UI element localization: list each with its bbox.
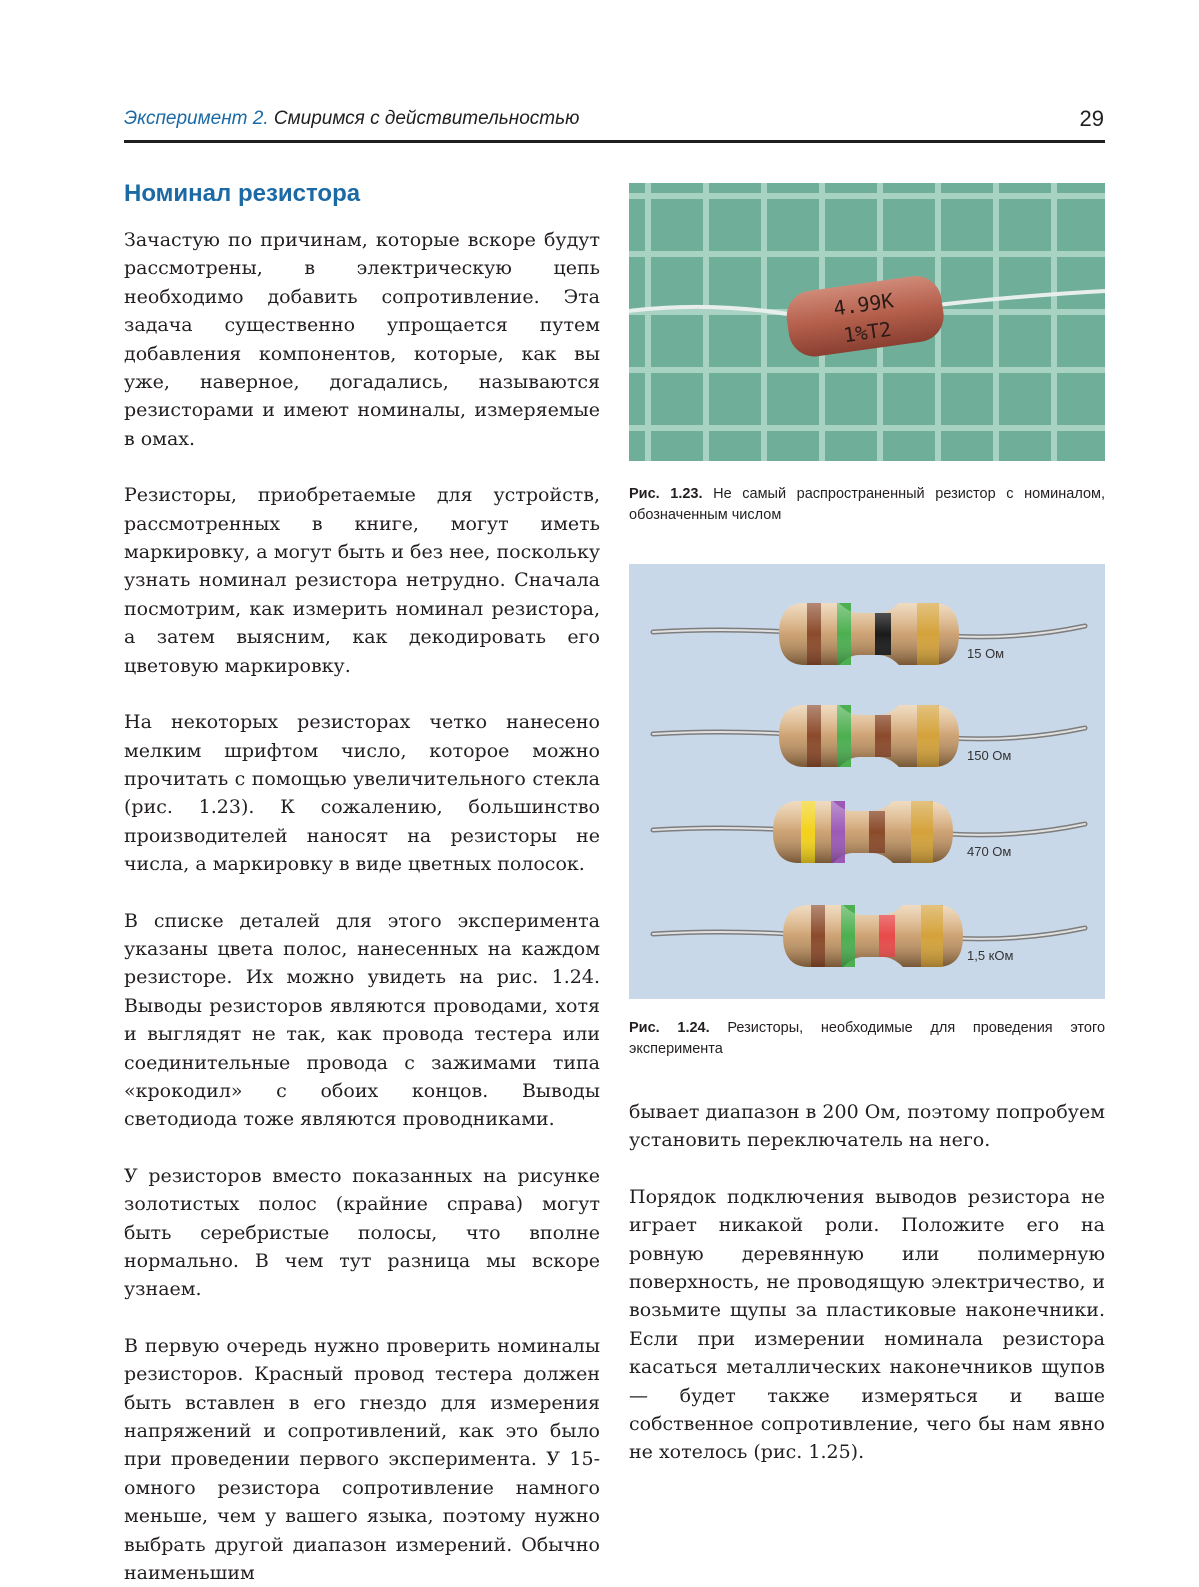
resistor-body bbox=[783, 905, 963, 967]
paragraph-5: У резисторов вместо показанных на рисунке золотистых полос (крайние справа) могут быть серебристые полосы, что вполне нормально. В чем тут разница мы вскоре узнаем. bbox=[124, 1164, 600, 1301]
caption-text: Резисторы, необходимые для проведения этого эксперимента bbox=[629, 1020, 1106, 1057]
paragraph-8: Порядок подключения выводов резистора не играет никакой роли. Положите его на ровную деревянную или полимерную поверхность, не проводящую электричество, и возьмите щупы за пластиковые наконечники. Если при измерении номинала резистора касаться металлических наконечников щупов — будет также измеряться и ваше собственное сопротивление, чего бы нам явно не хотелось (рис. 1.25). bbox=[629, 1185, 1105, 1464]
caption-label: Рис. 1.24. bbox=[629, 1020, 710, 1036]
resistor-body bbox=[773, 801, 953, 863]
running-header bbox=[124, 104, 1104, 140]
resistor-1 bbox=[653, 603, 1085, 665]
marking-line-2: 1%T2 bbox=[841, 316, 893, 348]
paragraph-2: Резисторы, приобретаемые для устройств, рассмотренных в книге, могут иметь маркировку, а могут быть и без нее, поскольку узнать номинал резистора нетрудно. Сначала посмотрим, как измерить номинал резистора, а затем выясним, как декодировать его цветовую маркировку. bbox=[124, 484, 600, 677]
paragraph-6: В первую очередь нужно проверить номиналы резисторов. Красный провод тестера должен быть вставлен в его гнездо для измерения напряжений и сопротивлений, как это было при проведении первого эксперимента. У 15-омного резистора сопротивление намного меньше, чем у вашего языка, поэтому нужно выбрать другой диапазон измерений. Обычно наименьшим bbox=[124, 1334, 600, 1585]
paragraph-4: В списке деталей для этого эксперимента указаны цвета полос, нанесенных на каждом резисторе. Их можно увидеть на рис. 1.24. Выводы резисторов являются проводами, хотя и выглядят не так, как провода тестера или соединительные провода с зажимами типа «крокодил» с обоих концов. Выводы светодиода тоже являются проводниками. bbox=[124, 909, 600, 1131]
caption-text: Не самый распространенный резистор с номиналом, обозначенным числом bbox=[629, 486, 1106, 523]
header-rule bbox=[124, 140, 1105, 143]
resistor-3 bbox=[653, 801, 1085, 863]
resistor-value-label: 15 Ом bbox=[967, 646, 1005, 661]
caption-label: Рис. 1.23. bbox=[629, 486, 703, 502]
experiment-label: Эксперимент 2. bbox=[124, 108, 269, 129]
paragraph-3: На некоторых резисторах четко нанесено мелким шрифтом число, которое можно прочитать с помощью увеличительного стекла (рис. 1.23). К сожалению, большинство производителей наносят на резисторы не числа, а маркировку в виде цветных полосок. bbox=[124, 711, 600, 876]
section-title: Номинал резистора bbox=[124, 180, 361, 207]
paragraph-1: Зачастую по причинам, которые вскоре будут рассмотрены, в электрическую цепь необходимо добавить сопротивление. Эта задача существенно упрощается путем добавления компонентов, которые, как вы уже, наверное, догадались, называются резисторами и имеют номиналы, измеряемые в омах. bbox=[124, 229, 600, 450]
resistors-illustration-svg bbox=[629, 564, 1105, 999]
resistor-body bbox=[779, 603, 959, 665]
resistor-photo-svg bbox=[629, 183, 1105, 461]
page-number: 29 bbox=[1079, 106, 1104, 131]
figure-1-23-photo bbox=[629, 183, 1105, 461]
paragraph-7: бывает диапазон в 200 Ом, поэтому попробуем установить переключатель на него. bbox=[629, 1101, 1105, 1152]
figure-1-24-caption bbox=[629, 1018, 1105, 1060]
resistor-body bbox=[779, 705, 959, 767]
marking-line-1: 4.99K bbox=[832, 288, 895, 321]
figure-1-23-caption bbox=[629, 484, 1105, 526]
running-title bbox=[124, 108, 579, 130]
resistor-value-label: 150 Ом bbox=[967, 748, 1012, 763]
resistor-4 bbox=[653, 905, 1085, 967]
chapter-title: Смиримся с действительностью bbox=[273, 108, 580, 129]
left-column bbox=[124, 226, 600, 1587]
figure-1-24-illustration bbox=[629, 564, 1105, 999]
right-column bbox=[629, 1098, 1105, 1467]
resistor-value-label: 1,5 кОм bbox=[967, 948, 1014, 963]
resistor-2 bbox=[653, 705, 1085, 767]
resistor-value-label: 470 Ом bbox=[967, 844, 1012, 859]
